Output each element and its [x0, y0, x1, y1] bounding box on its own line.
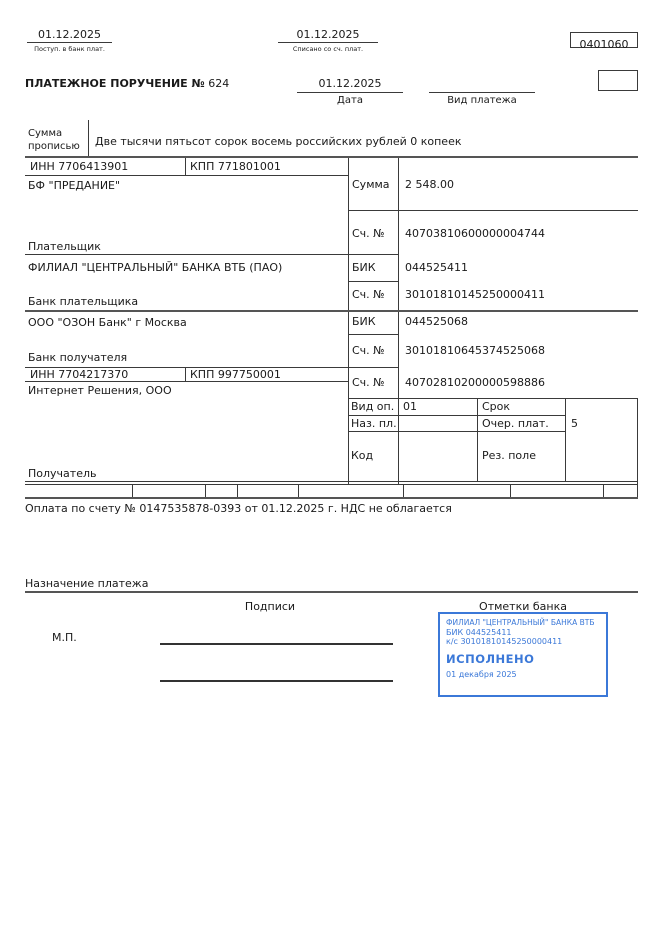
payee-bank-name: ООО "ОЗОН Банк" г Москва — [28, 316, 187, 329]
section-divider — [25, 497, 638, 499]
debited-date: 01.12.2025 — [296, 28, 360, 41]
signature-line — [160, 643, 393, 645]
payee-kpp: КПП 997750001 — [190, 368, 281, 381]
table-line — [25, 254, 398, 255]
payer-bank-bik-value: 044525411 — [405, 261, 468, 274]
table-line — [25, 175, 348, 176]
payee-label: Получатель — [28, 467, 97, 480]
section-divider — [25, 156, 638, 158]
payee-bank-account-value: 30101810645374525068 — [405, 344, 545, 357]
payer-bank-account-label: Сч. № — [352, 288, 385, 301]
document-date: 01.12.2025 — [318, 77, 382, 90]
payer-bank-label: Банк плательщика — [28, 295, 139, 308]
stamp-bik: БИК 044525411 — [446, 627, 512, 637]
table-line — [348, 431, 477, 432]
divider-line — [429, 92, 535, 93]
order-label: Очер. плат. — [482, 417, 549, 430]
table-line — [403, 484, 404, 497]
op-type-value: 01 — [403, 400, 417, 413]
payee-account-value: 40702810200000598886 — [405, 376, 545, 389]
payee-inn: ИНН 7704217370 — [30, 368, 129, 381]
op-type-label: Вид оп. — [351, 400, 395, 413]
table-line — [298, 484, 299, 497]
payer-bank-account-value: 30101810145250000411 — [405, 288, 545, 301]
title-text: ПЛАТЕЖНОЕ ПОРУЧЕНИЕ № — [25, 77, 205, 90]
table-line — [185, 158, 186, 175]
divider-line — [88, 120, 89, 157]
payer-name: БФ "ПРЕДАНИЕ" — [28, 179, 121, 192]
payee-bank-bik-label: БИК — [352, 315, 376, 328]
payee-name: Интернет Решения, ООО — [28, 384, 172, 397]
table-line — [185, 367, 186, 381]
reserve-label: Рез. поле — [482, 449, 536, 462]
signatures-label: Подписи — [244, 600, 296, 613]
purpose-code-label: Наз. пл. — [351, 417, 397, 430]
table-line — [398, 158, 399, 484]
section-divider — [25, 310, 638, 312]
payer-kpp: КПП 771801001 — [190, 160, 281, 173]
bank-stamp — [438, 612, 608, 697]
table-line — [132, 484, 133, 497]
mp-label: М.П. — [52, 631, 77, 644]
debited-date-label: Списано со сч. плат. — [292, 45, 364, 53]
table-line — [348, 158, 349, 484]
table-line — [25, 484, 638, 485]
table-line — [205, 484, 206, 497]
divider-line — [278, 42, 378, 43]
payee-account-label: Сч. № — [352, 376, 385, 389]
payer-bank-name: ФИЛИАЛ "ЦЕНТРАЛЬНЫЙ" БАНКА ВТБ (ПАО) — [28, 261, 283, 274]
payee-bank-bik-value: 044525068 — [405, 315, 468, 328]
document-title — [25, 77, 229, 90]
payer-inn: ИНН 7706413901 — [30, 160, 129, 173]
code-label: Код — [351, 449, 374, 462]
table-line — [348, 415, 477, 416]
divider-line — [27, 42, 112, 43]
table-line — [603, 484, 604, 497]
table-line — [348, 210, 638, 211]
stamp-bank-name: ФИЛИАЛ "ЦЕНТРАЛЬНЫЙ" БАНКА ВТБ — [446, 618, 595, 627]
section-divider — [25, 591, 638, 593]
received-date: 01.12.2025 — [38, 28, 101, 41]
form-code-box — [570, 32, 638, 51]
term-label: Срок — [482, 400, 511, 413]
table-line — [637, 398, 638, 497]
document-number: 624 — [208, 77, 230, 90]
bank-marks-label: Отметки банка — [479, 600, 567, 613]
order-value: 5 — [571, 417, 578, 430]
form-code: 0401060 — [579, 38, 629, 51]
payer-account-value: 40703810600000004744 — [405, 227, 545, 240]
purpose-label: Назначение платежа — [25, 577, 149, 590]
table-line — [25, 381, 348, 382]
payment-kind-box — [598, 70, 638, 91]
amount-words-label: Сумма прописью — [28, 128, 80, 152]
table-line — [510, 484, 511, 497]
stamp-corr-account: к/с 30101810145250000411 — [446, 637, 563, 646]
payer-bank-bik-label: БИК — [352, 261, 376, 274]
payee-bank-account-label: Сч. № — [352, 344, 385, 357]
stamp-status: ИСПОЛНЕНО — [446, 651, 535, 666]
amount-words: Две тысячи пятьсот сорок восемь российских рублей 0 копеек — [95, 135, 462, 148]
table-line — [237, 484, 238, 497]
signature-line — [160, 680, 393, 682]
date-label: Дата — [337, 95, 363, 106]
table-line — [348, 334, 398, 335]
stamp-date: 01 декабря 2025 — [446, 670, 517, 679]
table-line — [348, 281, 398, 282]
divider-line — [297, 92, 403, 93]
received-date-label: Поступ. в банк плат. — [34, 45, 105, 53]
payer-account-label: Сч. № — [352, 227, 385, 240]
payee-bank-label: Банк получателя — [28, 351, 128, 364]
purpose-text: Оплата по счету № 0147535878-0393 от 01.12.2025 г. НДС не облагается — [25, 502, 452, 515]
amount-sum-label: Сумма — [352, 178, 390, 191]
payer-label: Плательщик — [28, 240, 101, 253]
payment-kind-label: Вид платежа — [447, 95, 517, 106]
amount-sum-value: 2 548.00 — [405, 178, 454, 191]
